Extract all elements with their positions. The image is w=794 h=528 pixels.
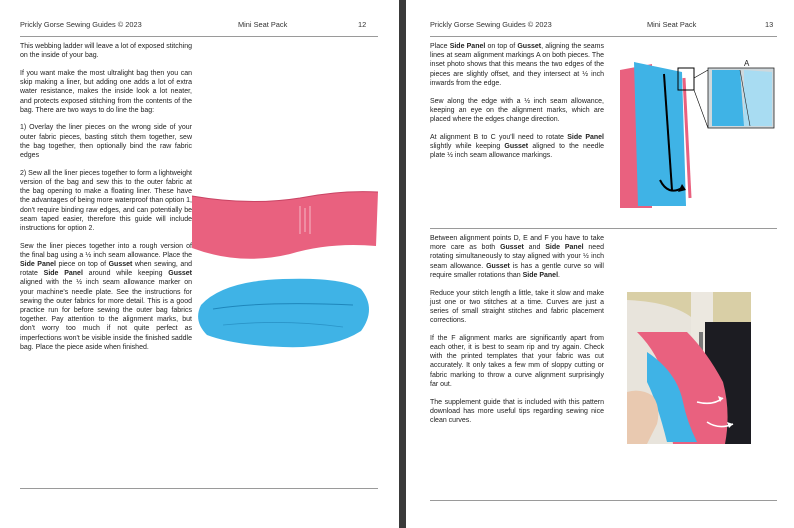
paragraph: Sew the liner pieces together into a rough version of the final bag using a ½ inch seam allowance. Place the Side Panel piece on top of Gusset when sewing, and rotate Side Panel around while keeping Gusset aligned with the ½ inch seam allowance marker on your machine's needle plate. See the instructions for sewing the outer fabrics for more detail. This is a good practice run for before sewing the outer bag fabrics together. Pay attention to the alignment marks, but don't worry too much if not quite perfect as imperfections won't be visible inside the finished saddle bag. Place the piece aside when finished. bbox=[20, 242, 192, 351]
section-divider bbox=[430, 228, 777, 229]
paragraph: Reduce your stitch length a little, take it slow and make just one or two stitches at a time. Curves are just a series of small straight stitches and fabric placement corrections. bbox=[430, 289, 604, 325]
paragraph: 1) Overlay the liner pieces on the wrong side of your outer fabric pieces, basting stitch them together, sew the bag together, then optionally bind the raw fabric edges bbox=[20, 124, 192, 160]
paragraph: 2) Sew all the liner pieces together to form a lightweight version of the bag and sew this to the outer fabric at the bag opening to make a floating liner. These have the advantages of being more waterproof than option 1, don't require binding raw edges, and can potentially be seam taped easier, therefore this guide will include instructions for option 2. bbox=[20, 169, 193, 232]
alignment-label-a: A bbox=[744, 59, 750, 68]
header-divider bbox=[430, 36, 777, 37]
header-divider bbox=[20, 36, 378, 37]
right-body-text-bottom bbox=[430, 234, 604, 434]
header-section: Mini Seat Pack bbox=[647, 20, 697, 29]
footer-divider bbox=[430, 500, 777, 501]
header-section: Mini Seat Pack bbox=[238, 20, 288, 29]
left-body-text bbox=[20, 42, 192, 361]
paragraph: Sew along the edge with a ½ inch seam allowance, keeping an eye on the alignment marks, which are placed where the edges change direction. bbox=[430, 97, 604, 123]
pink-liner-photo bbox=[190, 186, 380, 266]
paragraph: This webbing ladder will leave a lot of exposed stitching on the inside of your bag. bbox=[20, 43, 192, 60]
footer-divider bbox=[20, 488, 378, 489]
page-number: 13 bbox=[765, 20, 774, 29]
paragraph: At alignment B to C you'll need to rotate Side Panel slightly while keeping Gusset aligned to the needle plate ½ inch seam allowance markings. bbox=[430, 133, 605, 160]
page-13 bbox=[406, 0, 794, 528]
sewing-machine-photo bbox=[627, 292, 751, 444]
seam-alignment-photo bbox=[620, 58, 780, 208]
blue-liner-photo bbox=[193, 275, 378, 353]
header-title: Prickly Gorse Sewing Guides © 2023 bbox=[20, 20, 142, 29]
right-body-text-top bbox=[430, 42, 604, 169]
paragraph: Between alignment points D, E and F you have to take more care as both Gusset and Side Panel need rotating simultaneously to stay aligned with your ½ inch seam allowance. Gusset is has a gentle curve so will require smaller rotations than Side Panel. bbox=[430, 235, 604, 279]
header-title: Prickly Gorse Sewing Guides © 2023 bbox=[430, 20, 552, 29]
paragraph: The supplement guide that is included with this pattern download has more useful tips regarding sewing nice clean curves. bbox=[430, 398, 604, 424]
paragraph: If you want make the most ultralight bag then you can skip making a liner, but adding one adds a lot of extra water resistance, makes the inside look a lot neater, and protects exposed stitching from the contents of the bag. There are two ways to do line the bag: bbox=[20, 69, 192, 114]
page-number: 12 bbox=[358, 20, 367, 29]
paragraph: If the F alignment marks are significantly apart from each other, it is best to seam rip and try again. Check with the printed templates that your fabric was cut accurately. It only takes a few mm of sloppy cutting or fabric marking to throw a curve alignment surprisingly far out. bbox=[430, 334, 604, 388]
paragraph: Place Side Panel on top of Gusset, aligning the seams lines at seam alignment markings A on both pieces. The inset photo shows that this means the two edges of the pieces are slightly offset, and they intersect at ½ inch inwards from the edge. bbox=[430, 43, 604, 87]
